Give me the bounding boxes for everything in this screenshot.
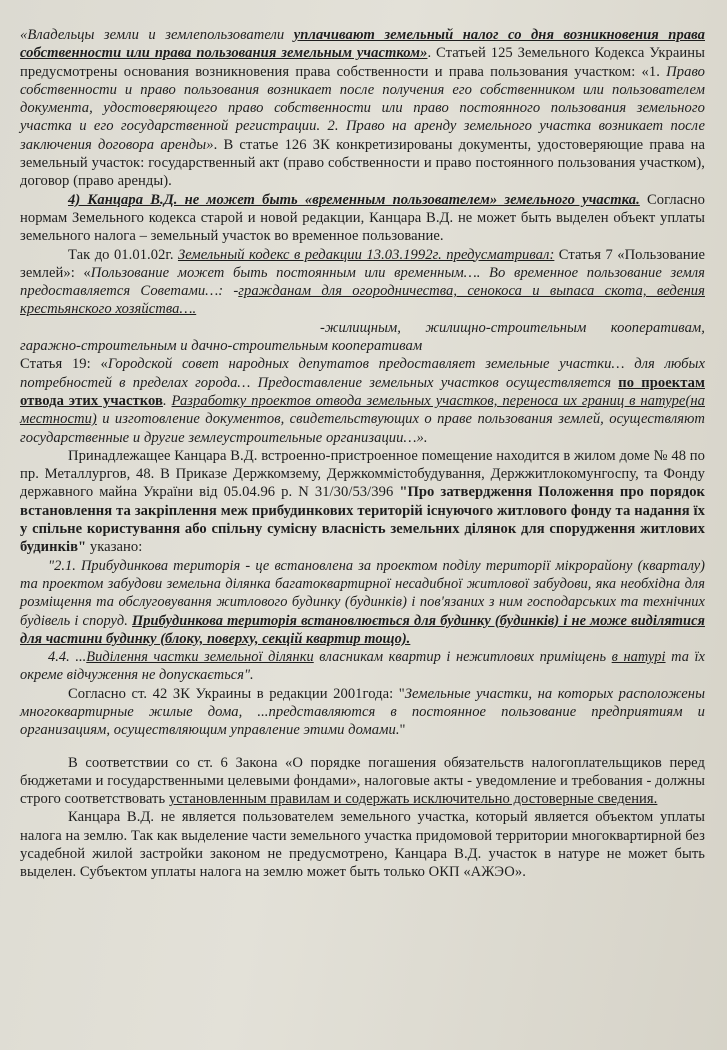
paragraph-5 (20, 355, 705, 446)
paragraph-3 (20, 246, 705, 319)
paragraph-2 (20, 191, 705, 246)
paragraph-11 (20, 808, 705, 881)
paragraph-1-segment: . Статьей 125 Земельного Кодекса Украины предусмотрены основания возникновения права собственности и права пользования участком: «1. (20, 45, 706, 80)
paragraph-3-segment: Статья 7 «Пользование землей»: « (20, 246, 705, 281)
paragraph-4-segment: -жилищным, жилищно-строительным кооперативам, гаражно-строительным и дачно-строительным кооперативам (20, 319, 705, 355)
paragraph-6-segment: Принадлежащее Канцара В.Д. встроенно-пристроенное помещение находится в жилом доме № 48 по пр. Металлургов, 48. В Приказе Держкомзему, Держкоммістобудування, Держжитлокомунгоспу, та Фонду державного майна України від 05.04.96 р. N 31/30/53/396 (20, 447, 705, 501)
paragraph-9 (20, 685, 705, 740)
paragraph-10-segment: установленным правилам и содержать исключительно достоверные сведения. (168, 791, 658, 808)
paragraph-7-segment: "2.1. Прибудинкова територія - це встановлена за проектом поділу території мікрорайону (кварталу) та проектом забудови земельна ділянка багатоквартирної несадибної житлової забудови, яка необхідна для розміщення та обслуговування житлового будинку (будинків) і пов'язаних з ним господарських та технічних будівель і споруд. (20, 557, 705, 629)
paragraph-5-segment: Городской совет народных депутатов предоставляет земельные участки… для любых потребностей в пределах города… Предоставление земельных участков осуществляется (20, 356, 706, 391)
paragraph-5-segment: и изготовление документов, свидетельствующих о праве пользования землей, осуществляют государственные и другие землеустроительные организации…». (20, 411, 705, 446)
paragraph-6-segment: "Про затвердження Положення про порядок встановлення та закріплення меж прибудинкових територій існуючого житлового фонду та надання їх у спільне користування або спільну сумісну власність земельних ділянок для спорудження житлових будинків" (20, 484, 706, 556)
paragraph-6 (20, 447, 705, 557)
paragraph-5-segment: по проектам отвода этих участков (20, 374, 705, 409)
paragraph-11-segment: Канцара В.Д. не является пользователем земельного участка, который является объектом уплаты налога на землю. Так как выделение части земельного участка придомовой территории многоквартирной без усадебной жилой застройки законом не предусмотрено, Канцара В.Д. участок в натуре не может быть выделен. Субъектом уплаты налога на землю может быть только ОКП «АЖЭО». (20, 809, 705, 881)
paragraph-8 (20, 648, 705, 685)
paragraph-1-segment: уплачивают земельный налог со дня возникновения права собственности или права пользования земельным участком» (20, 27, 705, 62)
paragraph-10-segment: В соответствии со ст. 6 Закона «О порядке погашения обязательств налогоплательщиков перед бюджетами и государственными целевыми фондами», налоговые акты - уведомление и требования - должны строго соответствовать (20, 754, 705, 808)
paragraph-1 (20, 26, 705, 191)
spacer (20, 740, 705, 754)
paragraph-4 (20, 319, 705, 356)
paragraph-5-segment: Статья 19: « (20, 356, 108, 373)
paragraph-9-segment: Земельные участки, на которых расположены многоквартирные жилые дома, ...представляются в постоянное пользование предприятиям и организациям, осуществляющим управление этими домами. (20, 685, 705, 739)
paragraph-8-segment: власникам квартир і нежитлових приміщень (313, 649, 612, 666)
paragraph-8-segment: 4.4. ... (48, 649, 87, 666)
paragraph-1-segment: Право собственности и право пользования возникает после получения его собственником или пользователем документа, удостоверяющего право собственности или право постоянного пользования земельного участка и его государственной регистрации. 2. Право на аренду земельного участка возникает после заключения договора аренды» (20, 63, 705, 153)
paragraph-8-segment: та їх окреме відчуження не допускається". (20, 649, 705, 684)
paragraph-7-segment: Прибудинкова територія встановлюється для будинку (будинків) і не може виділятися для частини будинку (блоку, поверху, секцій квартир тощо). (20, 612, 705, 647)
paragraph-5-segment: Разработку проектов отвода земельных участков, переноса их границ в натуре(на местности) (20, 392, 705, 428)
paragraph-5-segment: . (162, 392, 172, 409)
paragraph-3-segment: Так до 01.01.02г. (68, 246, 178, 263)
paragraph-9-segment: " (399, 722, 406, 739)
paragraph-8-segment: в натурі (611, 649, 666, 666)
paragraph-3-segment: гражданам для огородничества, сенокоса и выпаса скота, ведения крестьянского хозяйства…. (20, 283, 705, 318)
paragraph-2-segment: 4) Канцара В.Д. не может быть «временным пользователем» земельного участка. (68, 191, 640, 208)
paragraph-3-segment: Пользование может быть постоянным или временным…. Во временное пользование земля предоставляется Советами…: - (20, 264, 705, 300)
paragraph-3-segment: Земельный кодекс в редакции 13.03.1992г. предусматривал: (177, 246, 555, 263)
paragraph-9-segment: Согласно ст. 42 ЗК Украины в редакции 2001года: " (68, 685, 405, 702)
paragraph-2-segment: Согласно нормам Земельного кодекса старой и новой редакции, Канцара В.Д. не может быть выделен объект уплаты земельного налога – земельный участок во временное пользование. (20, 191, 706, 245)
paragraph-6-segment: указано: (86, 539, 143, 556)
paragraph-1-segment: «Владельцы земли и землепользователи (20, 27, 294, 43)
paragraph-1-segment: . В статье 126 ЗК конкретизированы документы, удостоверяющие права на земельный участок: государственный акт (право собственности и право постоянного пользования участком), договор (право аренды). (20, 136, 706, 190)
paragraph-8-segment: Виділення частки земельної ділянки (86, 649, 314, 666)
paragraph-10 (20, 754, 705, 809)
paragraph-7 (20, 557, 705, 648)
